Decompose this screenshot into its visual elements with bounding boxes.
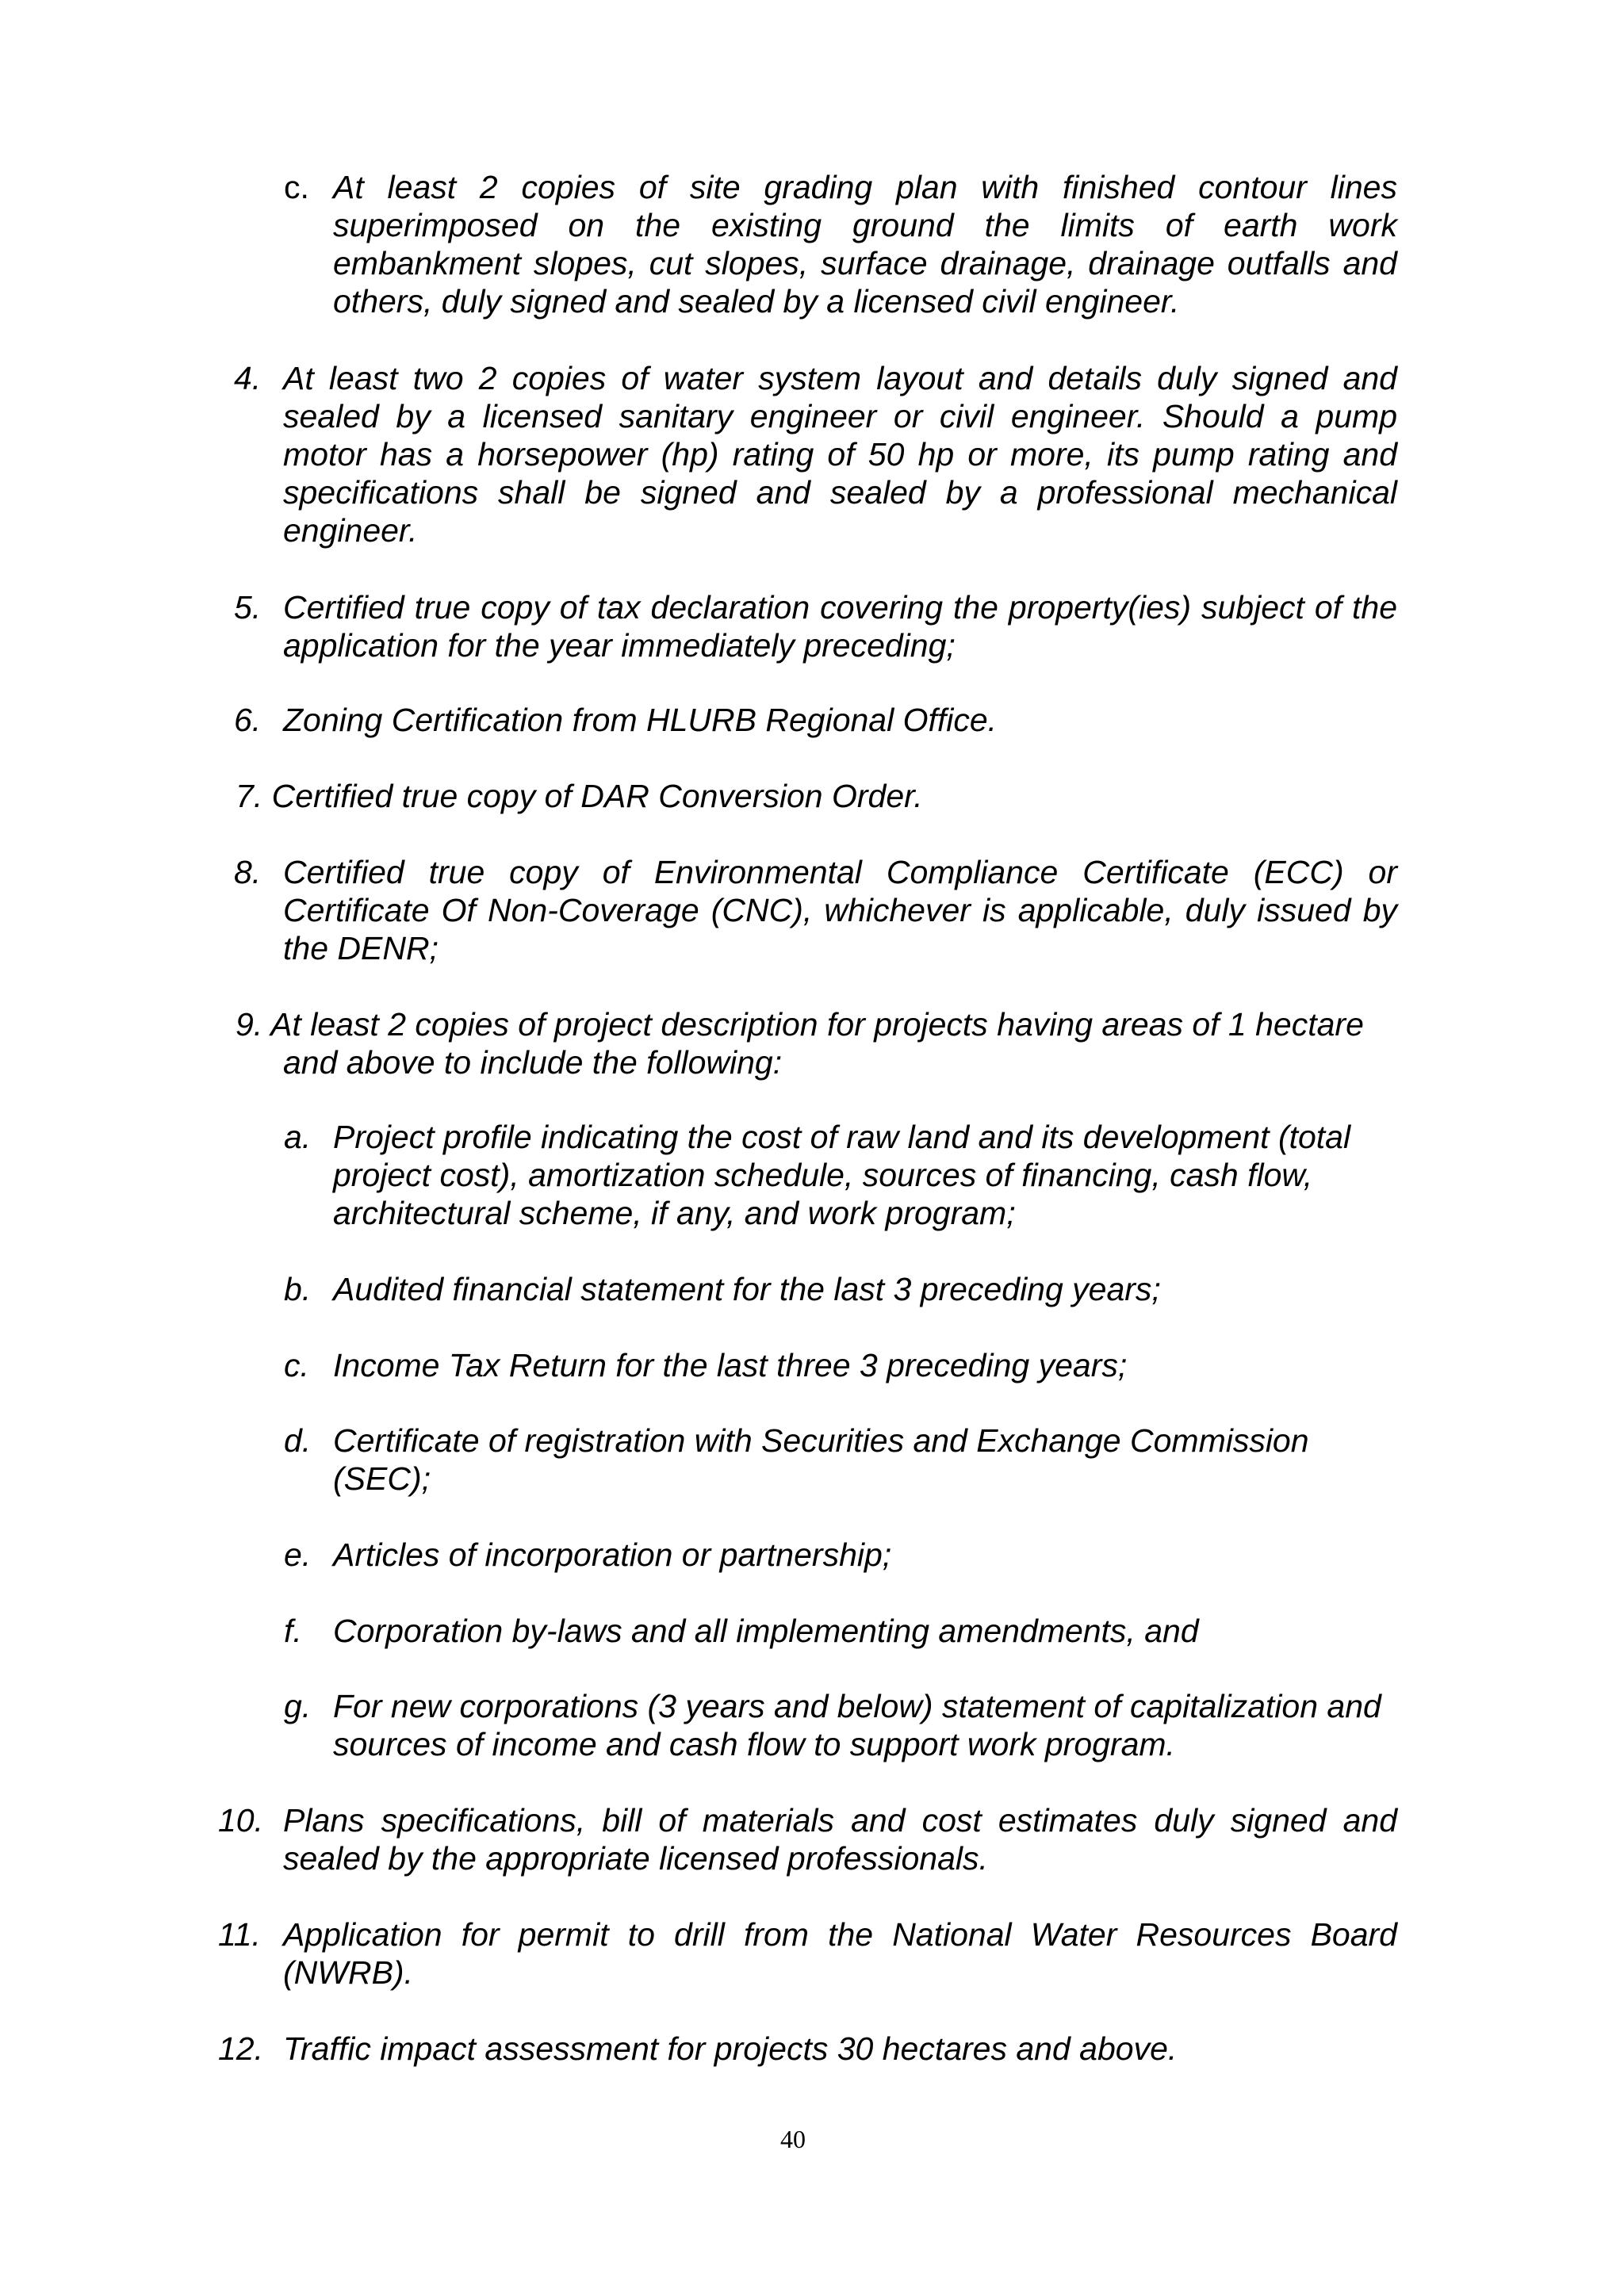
list-marker: 11.	[218, 1916, 261, 1953]
list-marker: a.	[284, 1119, 312, 1155]
list-item-text: Plans specifications, bill of materials and cost estimates duly signed and sealed by the appropriate licensed professionals.	[283, 1802, 1397, 1877]
list-marker: c.	[284, 1347, 309, 1383]
list-item-text: 7. Certified true copy of DAR Conversion Order.	[236, 778, 923, 814]
list-item-text: Articles of incorporation or partnership;	[333, 1536, 892, 1573]
list-item-text: Audited financial statement for the last 3 preceding years;	[333, 1271, 1161, 1307]
list-item-4-water-system	[234, 359, 1397, 549]
list-marker: c.	[284, 169, 309, 205]
list-item-6-zoning-certification	[234, 701, 1397, 739]
list-marker: d.	[284, 1422, 312, 1459]
list-marker: e.	[284, 1536, 312, 1573]
list-item-7-dar-conversion	[236, 777, 1397, 815]
list-item-text: For new corporations (3 years and below) statement of capitalization and sources of income and cash flow to support work program.	[333, 1688, 1381, 1762]
list-item-text: Project profile indicating the cost of raw land and its development (total project cost), amortization schedule, sources of financing, cash flow, architectural scheme, if any, and work program;	[333, 1119, 1351, 1231]
list-item-text: Traffic impact assessment for projects 30 hectares and above.	[283, 2030, 1178, 2067]
list-item-11-permit-to-drill	[218, 1915, 1397, 1992]
list-marker: 12.	[218, 2030, 263, 2067]
list-item-text: At least two 2 copies of water system layout and details duly signed and sealed by a licensed sanitary engineer or civil engineer. Should a pump motor has a horsepower (hp) rating of 50 hp or more, its pump rating and specifications shall be signed and sealed by a professional mechanical engineer.	[283, 360, 1397, 549]
list-marker: f.	[284, 1613, 302, 1649]
sub-item-g-new-corporations	[284, 1687, 1397, 1763]
list-item-text: Income Tax Return for the last three 3 preceding years;	[333, 1347, 1128, 1383]
sub-item-d-sec-registration	[284, 1422, 1397, 1498]
sub-item-a-project-profile	[284, 1118, 1397, 1232]
list-item-10-plans-specifications	[218, 1801, 1397, 1877]
list-item-text: Certificate of registration with Securities and Exchange Commission (SEC);	[333, 1422, 1309, 1497]
sub-item-e-articles-of-incorporation	[284, 1536, 1397, 1574]
list-marker: 8.	[234, 854, 262, 890]
list-marker: 4.	[234, 360, 262, 396]
list-marker: b.	[284, 1271, 312, 1307]
sub-item-b-financial-statement	[284, 1270, 1397, 1308]
list-item-8-ecc	[234, 853, 1397, 967]
list-item-c-grading-plan	[284, 168, 1397, 320]
list-item-text: Corporation by-laws and all implementing amendments, and	[333, 1613, 1199, 1649]
list-item-12-traffic-impact	[218, 2030, 1397, 2068]
list-item-text: At least 2 copies of site grading plan with finished contour lines superimposed on the existing ground the limits of earth work embankment slopes, cut slopes, surface drainage, drainage outfalls and others, duly signed and sealed by a licensed civil engineer.	[333, 169, 1397, 320]
list-marker: 6.	[234, 702, 262, 738]
list-marker: 10.	[218, 1802, 263, 1839]
list-item-text: Certified true copy of Environmental Compliance Certificate (ECC) or Certificate Of Non-Coverage (CNC), whichever is applicable, duly issued by the DENR;	[283, 854, 1397, 966]
list-item-text: Zoning Certification from HLURB Regional Office.	[283, 702, 998, 738]
list-item-text: Certified true copy of tax declaration covering the property(ies) subject of the application for the year immediately preceding;	[283, 589, 1397, 664]
sub-item-f-by-laws	[284, 1612, 1397, 1650]
list-marker: 5.	[234, 589, 262, 626]
list-marker: g.	[284, 1688, 312, 1724]
list-item-5-tax-declaration	[234, 588, 1397, 664]
sub-item-c-income-tax-return	[284, 1346, 1397, 1384]
list-marker: 9.	[236, 1006, 263, 1043]
list-item-9-project-description	[236, 1005, 1409, 1081]
list-item-text: Application for permit to drill from the National Water Resources Board (NWRB).	[283, 1916, 1397, 1991]
list-item-text-line1: At least 2 copies of project description for projects having areas of 1 hectare	[270, 1006, 1364, 1043]
page-number: 40	[780, 2125, 806, 2153]
list-item-text-line2: and above to include the following:	[283, 1044, 783, 1081]
